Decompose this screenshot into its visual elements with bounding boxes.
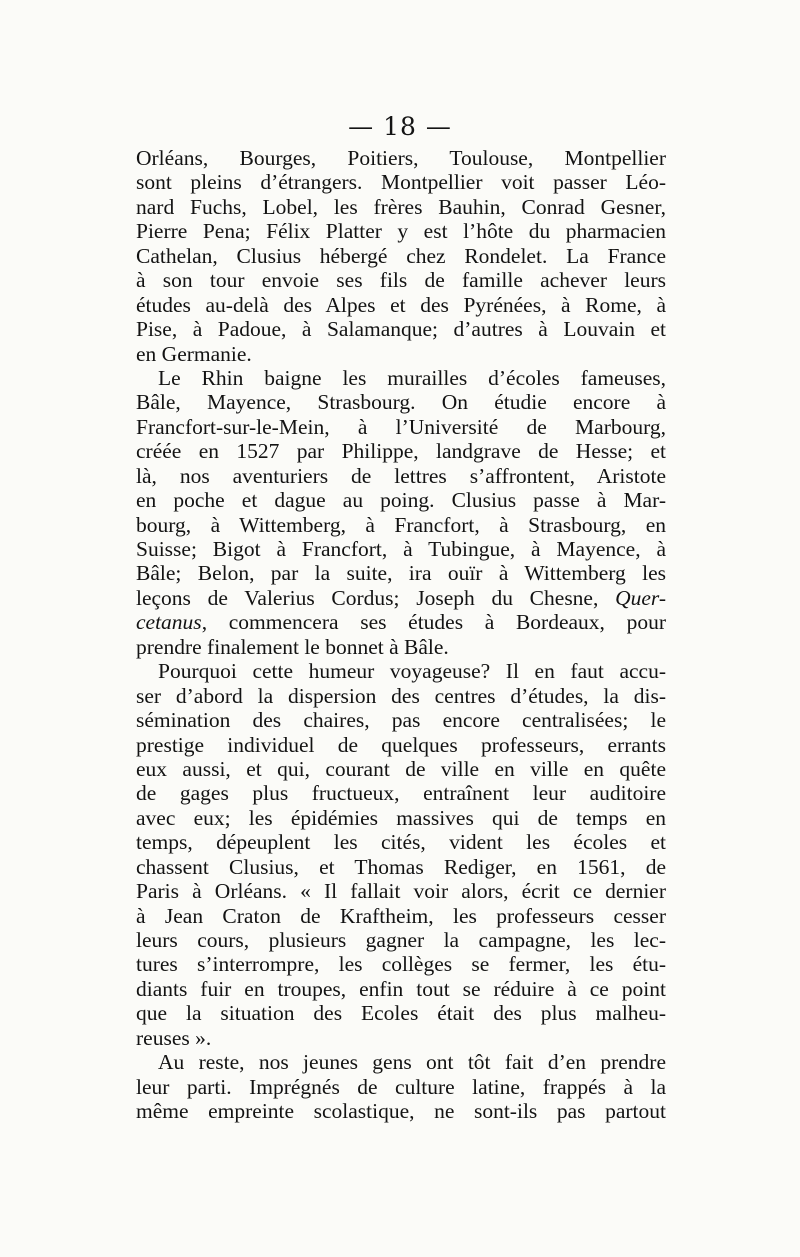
text-line: Bâle, Mayence, Strasbourg. On étudie encore à [136, 390, 666, 415]
text-line: Orléans, Bourges, Poitiers, Toulouse, Montpellier [136, 146, 666, 170]
paragraph-start-line: Pourquoi cette humeur voyageuse? Il en faut accu- [158, 659, 666, 684]
text-line: diants fuir en troupes, enfin tout se réduire à ce point [136, 976, 666, 1001]
italic-word: cetanus [136, 610, 202, 635]
text-line: Paris à Orléans. « Il fallait voir alors, écrit ce dernier [136, 879, 666, 904]
text-line: nard Fuchs, Lobel, les frères Bauhin, Conrad Gesner, [136, 194, 666, 219]
text-segment: leçons de Valerius Cordus; Joseph du Chesne, [136, 585, 599, 610]
text-line: études au-delà des Alpes et des Pyrénées, à Rome, à [136, 292, 666, 317]
text-line: Pise, à Padoue, à Salamanque; d’autres à Louvain et [136, 317, 666, 342]
text-line: Bâle; Belon, par la suite, ira ouïr à Wittemberg les [136, 561, 666, 586]
text-line: même empreinte scolastique, ne sont-ils pas partout [136, 1099, 666, 1124]
text-line: que la situation des Ecoles était des plus malheu- [136, 1001, 666, 1026]
paragraph-end-line: en Germanie. [136, 341, 252, 366]
text-line: Pierre Pena; Félix Platter y est l’hôte du pharmacien [136, 219, 666, 244]
text-line: bourg, à Wittemberg, à Francfort, à Strasbourg, en [136, 512, 666, 537]
italic-word: Quer- [615, 585, 666, 610]
text-line: là, nos aventuriers de lettres s’affrontent, Aristote [136, 463, 666, 488]
text-line: créée en 1527 par Philippe, landgrave de Hesse; et [136, 439, 666, 464]
text-line: de gages plus fructueux, entraînent leur auditoire [136, 781, 666, 806]
text-line: Suisse; Bigot à Francfort, à Tubingue, à Mayence, à [136, 537, 666, 561]
text-line: avec eux; les épidémies massives qui de temps en [136, 805, 666, 830]
paragraph-end-line: prendre finalement le bonnet à Bâle. [136, 634, 449, 659]
text-line: chassent Clusius, et Thomas Rediger, en 1561, de [136, 854, 666, 879]
text-line: Francfort-sur-le-Mein, à l’Université de Marbourg, [136, 414, 666, 439]
text-line: temps, dépeuplent les cités, vident les écoles et [136, 830, 666, 855]
text-line: sémination des chaires, pas encore centralisées; le [136, 708, 666, 733]
text-line-with-italic-tail [136, 586, 666, 610]
paragraph-start-line: Le Rhin baigne les murailles d’écoles fameuses, [158, 365, 666, 390]
page-number: — 18 — [348, 112, 452, 141]
text-line: prestige individuel de quelques professeurs, errants [136, 732, 666, 757]
text-line: à son tour envoie ses fils de famille achever leurs [136, 268, 666, 293]
paragraph-start-line: Au reste, nos jeunes gens ont tôt fait d’en prendre [158, 1050, 666, 1075]
text-line: en poche et dague au poing. Clusius passe à Mar- [136, 488, 666, 513]
text-segment: , commencera ses études à Bordeaux, pour [201, 610, 666, 635]
paragraph-end-line: reuses ». [136, 1025, 212, 1050]
body-text [136, 146, 666, 1124]
text-line: à Jean Craton de Kraftheim, les professeurs cesser [136, 903, 666, 928]
text-line: leur parti. Imprégnés de culture latine, frappés à la [136, 1074, 666, 1099]
text-line: ser d’abord la dispersion des centres d’études, la dis- [136, 683, 666, 708]
text-line: sont pleins d’étrangers. Montpellier voit passer Léo- [136, 170, 666, 195]
text-line: leurs cours, plusieurs gagner la campagne, les lec- [136, 928, 666, 952]
text-line: Cathelan, Clusius hébergé chez Rondelet. La France [136, 243, 666, 268]
text-line-with-italic-head [136, 610, 666, 634]
text-line: eux aussi, et qui, courant de ville en ville en quête [136, 756, 666, 781]
text-line: tures s’interrompre, les collèges se fermer, les étu- [136, 952, 666, 977]
